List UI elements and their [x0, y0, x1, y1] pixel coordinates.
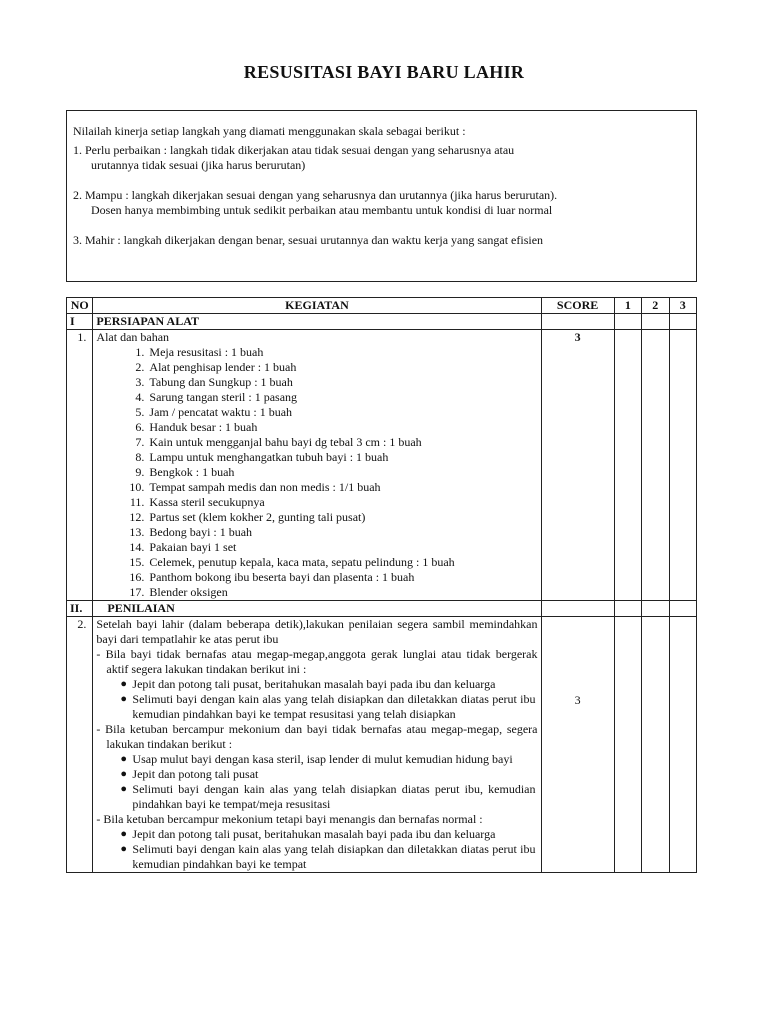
header-col-1: 1 [614, 298, 641, 314]
row-number: 2. [67, 617, 93, 873]
row-activity [93, 617, 541, 873]
list-item: ● Jepit dan potong tali pusat [120, 767, 259, 781]
list-item-text: Tempat sampah medis dan non medis : 1/1 buah [149, 480, 381, 494]
bullet-icon: ● [120, 843, 128, 855]
list-item: ● Selimuti bayi dengan kain alas yang telah disiapkan dan diletakkan diatas perut ibu kemudian pindahkan bayi ke tempat [120, 842, 536, 871]
list-item [96, 390, 537, 405]
list-item-number: 4. [135, 390, 145, 404]
rating-cell-1[interactable] [614, 330, 641, 601]
section-number: I [67, 314, 93, 330]
list-item-text: Kassa steril secukupnya [149, 495, 265, 509]
list-item-number: 3. [135, 375, 145, 389]
list-item-number: 16. [129, 570, 145, 584]
rating-cell-1[interactable] [614, 617, 641, 873]
section-title: PENILAIAN [93, 601, 541, 617]
list-item-number: 9. [135, 465, 145, 479]
bullet-icon: ● [120, 693, 128, 705]
case-1-steps [96, 677, 537, 722]
list-item [96, 420, 537, 435]
list-item-number: 7. [135, 435, 145, 449]
activity-title: Alat dan bahan [96, 330, 170, 344]
rating-cell-3[interactable] [669, 330, 696, 601]
rating-scale-item-2 [73, 188, 688, 218]
bullet-icon: ● [120, 828, 128, 840]
header-no: NO [67, 298, 93, 314]
list-item [96, 525, 537, 540]
list-item-text: Blender oksigen [149, 585, 228, 599]
header-col-2: 2 [642, 298, 669, 314]
assessment-table [66, 297, 697, 873]
list-item [96, 450, 537, 465]
list-item-number: 1. [135, 345, 145, 359]
list-item: ● Jepit dan potong tali pusat, beritahukan masalah bayi pada ibu dan keluarga [120, 677, 496, 691]
list-item-number: 6. [135, 420, 145, 434]
case-3-steps [96, 827, 537, 872]
list-item [96, 465, 537, 480]
list-item [96, 480, 537, 495]
list-item-text: Partus set (klem kokher 2, gunting tali pusat) [149, 510, 366, 524]
section-row-penilaian [67, 601, 697, 617]
list-item: ● Jepit dan potong tali pusat, beritahukan masalah bayi pada ibu dan keluarga [120, 827, 496, 841]
list-item-text: Lampu untuk menghangatkan tubuh bayi : 1 buah [149, 450, 389, 464]
list-item [96, 585, 537, 600]
list-item-text: Bedong bayi : 1 buah [149, 525, 253, 539]
list-item [96, 570, 537, 585]
list-item-text: Jam / pencatat waktu : 1 buah [149, 405, 293, 419]
list-item-number: 12. [129, 510, 145, 524]
table-row [67, 617, 697, 873]
list-item-text: Bengkok : 1 buah [149, 465, 235, 479]
list-item-text: Panthom bokong ibu beserta bayi dan plasenta : 1 buah [149, 570, 415, 584]
tools-list [96, 345, 537, 600]
header-kegiatan: KEGIATAN [93, 298, 541, 314]
rating-scale-item-1-first-line: 1. Perlu perbaikan : langkah tidak dikerjakan atau tidak sesuai dengan yang seharusnya atau [73, 143, 515, 157]
bullet-icon: ● [120, 678, 128, 690]
list-item: ● Selimuti bayi dengan kain alas yang telah disiapkan diatas perut ibu, kemudian pindahkan bayi ke tempat/meja resusitasi [120, 782, 536, 811]
list-item-text: Pakaian bayi 1 set [149, 540, 237, 554]
case-1-text: - Bila bayi tidak bernafas atau megap-megap,anggota gerak lunglai atau tidak bergerak aktif segera lakukan tindakan berikut ini : [96, 647, 538, 676]
list-item-text: Sarung tangan steril : 1 pasang [149, 390, 298, 404]
list-item-number: 2. [135, 360, 145, 374]
bullet-icon: ● [120, 768, 128, 780]
list-item-number: 15. [129, 555, 145, 569]
bullet-icon: ● [120, 753, 128, 765]
list-item-text: Celemek, penutup kepala, kaca mata, sepatu pelindung : 1 buah [149, 555, 455, 569]
list-item-text: Alat penghisap lender : 1 buah [149, 360, 297, 374]
rating-scale-item-2-continuation: Dosen hanya membimbing untuk sedikit perbaikan atau membantu untuk kondisi di luar normal [91, 203, 553, 217]
rating-scale-item-3-first-line: 3. Mahir : langkah dikerjakan dengan benar, sesuai urutannya dan waktu kerja yang sangat efisien [73, 233, 544, 247]
list-item [96, 540, 537, 555]
document-title: RESUSITASI BAYI BARU LAHIR [243, 62, 525, 82]
list-item-number: 10. [129, 480, 145, 494]
list-item-number: 11. [129, 495, 145, 509]
bullet-icon: ● [120, 783, 128, 795]
row-number: 1. [67, 330, 93, 601]
case-2-steps [96, 752, 537, 812]
score-value: 3 [541, 330, 614, 601]
header-col-3: 3 [669, 298, 696, 314]
list-item: ● Selimuti bayi dengan kain alas yang telah disiapkan dan diletakkan diatas perut ibu kemudian pindahkan bayi ke tempat resusitasi yang telah disiapkan [120, 692, 536, 721]
list-item-number: 5. [135, 405, 145, 419]
score-value: 3 [541, 617, 614, 873]
section-number: II. [67, 601, 93, 617]
list-item [96, 375, 537, 390]
rating-scale-lead: Nilailah kinerja setiap langkah yang diamati menggunakan skala sebagai berikut : [73, 124, 466, 138]
rating-scale-item-2-first-line: 2. Mampu : langkah dikerjakan sesuai dengan yang seharusnya dan urutannya (jika harus berurutan). [73, 188, 558, 202]
list-item [96, 495, 537, 510]
list-item [96, 555, 537, 570]
list-item: ● Usap mulut bayi dengan kasa steril, isap lender di mulut kemudian hidung bayi [120, 752, 513, 766]
list-item [96, 405, 537, 420]
list-item-text: Kain untuk mengganjal bahu bayi dg tebal 3 cm : 1 buah [149, 435, 422, 449]
list-item-number: 13. [129, 525, 145, 539]
list-item [96, 360, 537, 375]
case-3-text: - Bila ketuban bercampur mekonium tetapi bayi menangis dan bernafas normal : [96, 812, 483, 826]
rating-scale-item-1 [73, 143, 688, 173]
rating-cell-2[interactable] [642, 330, 669, 601]
list-item [96, 435, 537, 450]
table-header-row [67, 298, 697, 314]
list-item-text: Meja resusitasi : 1 buah [149, 345, 264, 359]
assessment-intro: Setelah bayi lahir (dalam beberapa detik),lakukan penilaian segera sambil memindahkan bayi dari tempatlahir ke atas perut ibu [96, 617, 538, 646]
rating-cell-2[interactable] [642, 617, 669, 873]
section-title: PERSIAPAN ALAT [93, 314, 541, 330]
list-item-number: 14. [129, 540, 145, 554]
section-row-persiapan [67, 314, 697, 330]
list-item [96, 345, 537, 360]
list-item-text: Handuk besar : 1 buah [149, 420, 258, 434]
list-item [96, 510, 537, 525]
rating-scale-item-3 [73, 233, 688, 248]
list-item-number: 8. [135, 450, 145, 464]
rating-scale-item-1-continuation: urutannya tidak sesuai (jika harus berurutan) [91, 158, 306, 172]
table-row [67, 330, 697, 601]
rating-cell-3[interactable] [669, 617, 696, 873]
list-item-text: Tabung dan Sungkup : 1 buah [149, 375, 293, 389]
list-item-number: 17. [129, 585, 145, 599]
header-score: SCORE [541, 298, 614, 314]
rating-scale-box [66, 110, 697, 282]
row-activity [93, 330, 541, 601]
case-2-text: - Bila ketuban bercampur mekonium dan bayi tidak bernafas atau megap-megap, segera lakukan tindakan berikut : [96, 722, 538, 751]
